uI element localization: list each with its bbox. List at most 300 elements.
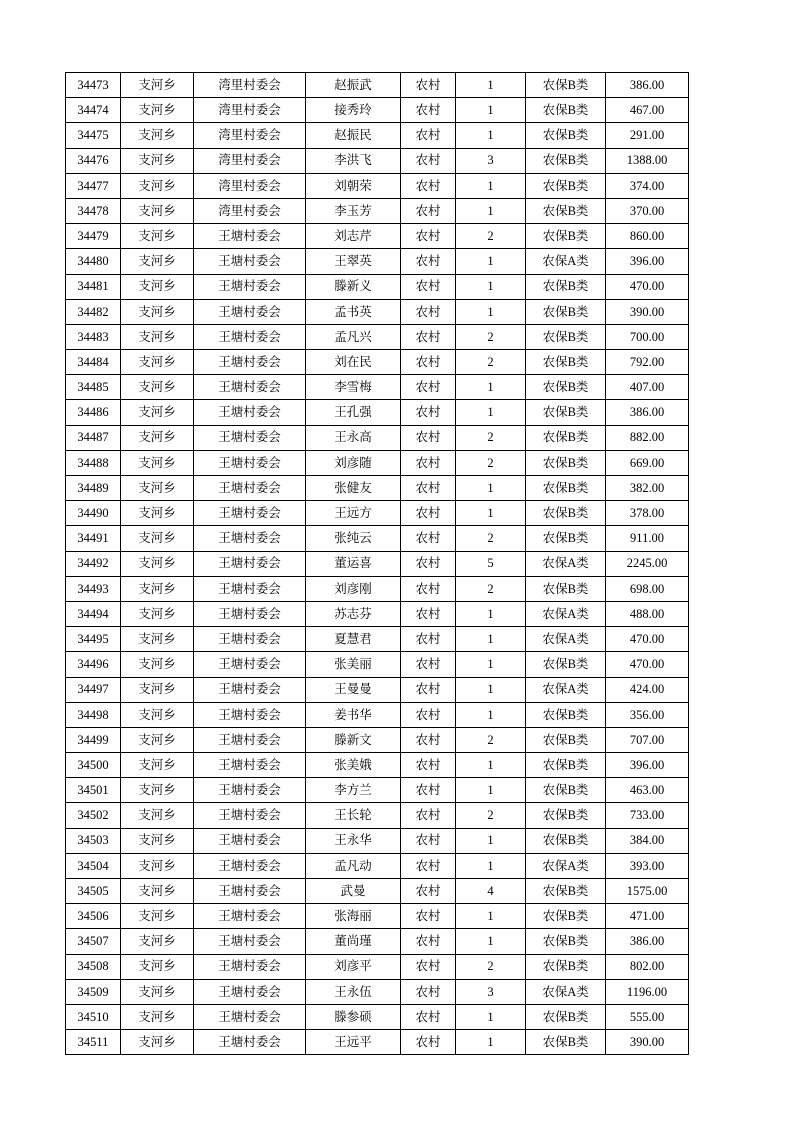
cell-township: 支河乡 (121, 299, 194, 324)
cell-person-count: 1 (456, 98, 526, 123)
cell-record-id: 34491 (66, 526, 121, 551)
cell-insurance-category: 农保B类 (526, 198, 606, 223)
cell-township: 支河乡 (121, 224, 194, 249)
cell-person-name: 赵振民 (306, 123, 401, 148)
cell-residence-type: 农村 (401, 274, 456, 299)
table-row (66, 73, 689, 98)
cell-residence-type: 农村 (401, 249, 456, 274)
cell-amount: 390.00 (606, 1030, 689, 1055)
cell-person-count: 1 (456, 652, 526, 677)
cell-person-name: 董尚瑾 (306, 929, 401, 954)
cell-township: 支河乡 (121, 526, 194, 551)
cell-record-id: 34478 (66, 198, 121, 223)
cell-person-count: 2 (456, 526, 526, 551)
cell-amount: 396.00 (606, 753, 689, 778)
table-row (66, 853, 689, 878)
table-row (66, 148, 689, 173)
cell-village-committee: 王塘村委会 (194, 929, 306, 954)
cell-person-count: 2 (456, 576, 526, 601)
cell-insurance-category: 农保B类 (526, 904, 606, 929)
cell-person-name: 张美丽 (306, 652, 401, 677)
cell-residence-type: 农村 (401, 954, 456, 979)
cell-record-id: 34504 (66, 853, 121, 878)
table-row (66, 123, 689, 148)
cell-person-name: 滕新义 (306, 274, 401, 299)
cell-township: 支河乡 (121, 249, 194, 274)
cell-amount: 384.00 (606, 828, 689, 853)
cell-residence-type: 农村 (401, 324, 456, 349)
cell-insurance-category: 农保B类 (526, 526, 606, 551)
cell-person-count: 1 (456, 677, 526, 702)
cell-person-count: 1 (456, 400, 526, 425)
cell-record-id: 34501 (66, 778, 121, 803)
cell-amount: 733.00 (606, 803, 689, 828)
cell-amount: 463.00 (606, 778, 689, 803)
cell-person-count: 1 (456, 73, 526, 98)
cell-insurance-category: 农保B类 (526, 375, 606, 400)
cell-residence-type: 农村 (401, 400, 456, 425)
cell-village-committee: 王塘村委会 (194, 1030, 306, 1055)
cell-person-count: 1 (456, 778, 526, 803)
cell-person-name: 李洪飞 (306, 148, 401, 173)
cell-village-committee: 王塘村委会 (194, 576, 306, 601)
cell-residence-type: 农村 (401, 753, 456, 778)
cell-person-count: 2 (456, 324, 526, 349)
cell-village-committee: 王塘村委会 (194, 601, 306, 626)
table-row (66, 929, 689, 954)
cell-village-committee: 王塘村委会 (194, 476, 306, 501)
cell-person-count: 1 (456, 249, 526, 274)
cell-amount: 370.00 (606, 198, 689, 223)
cell-residence-type: 农村 (401, 601, 456, 626)
cell-amount: 488.00 (606, 601, 689, 626)
cell-insurance-category: 农保B类 (526, 274, 606, 299)
cell-amount: 386.00 (606, 400, 689, 425)
table-row (66, 224, 689, 249)
cell-person-name: 刘彦随 (306, 450, 401, 475)
cell-record-id: 34502 (66, 803, 121, 828)
cell-residence-type: 农村 (401, 677, 456, 702)
cell-township: 支河乡 (121, 702, 194, 727)
cell-village-committee: 王塘村委会 (194, 249, 306, 274)
cell-residence-type: 农村 (401, 1004, 456, 1029)
cell-person-count: 1 (456, 627, 526, 652)
cell-record-id: 34476 (66, 148, 121, 173)
cell-person-name: 接秀玲 (306, 98, 401, 123)
cell-person-count: 1 (456, 476, 526, 501)
cell-record-id: 34494 (66, 601, 121, 626)
cell-insurance-category: 农保B类 (526, 476, 606, 501)
cell-residence-type: 农村 (401, 476, 456, 501)
cell-person-name: 姜书华 (306, 702, 401, 727)
cell-residence-type: 农村 (401, 929, 456, 954)
cell-residence-type: 农村 (401, 879, 456, 904)
table-row (66, 828, 689, 853)
cell-person-name: 刘彦刚 (306, 576, 401, 601)
table-row (66, 778, 689, 803)
table-row (66, 173, 689, 198)
cell-person-name: 刘彦平 (306, 954, 401, 979)
table-row (66, 476, 689, 501)
cell-village-committee: 王塘村委会 (194, 828, 306, 853)
payment-table (65, 72, 689, 1055)
cell-record-id: 34509 (66, 979, 121, 1004)
cell-record-id: 34479 (66, 224, 121, 249)
cell-village-committee: 王塘村委会 (194, 526, 306, 551)
cell-amount: 669.00 (606, 450, 689, 475)
cell-township: 支河乡 (121, 652, 194, 677)
cell-record-id: 34487 (66, 425, 121, 450)
cell-record-id: 34506 (66, 904, 121, 929)
cell-person-name: 孟书英 (306, 299, 401, 324)
cell-village-committee: 王塘村委会 (194, 1004, 306, 1029)
cell-village-committee: 王塘村委会 (194, 627, 306, 652)
cell-person-name: 王远平 (306, 1030, 401, 1055)
cell-village-committee: 王塘村委会 (194, 853, 306, 878)
cell-village-committee: 王塘村委会 (194, 274, 306, 299)
table-row (66, 324, 689, 349)
cell-amount: 424.00 (606, 677, 689, 702)
cell-amount: 382.00 (606, 476, 689, 501)
cell-record-id: 34505 (66, 879, 121, 904)
table-row (66, 375, 689, 400)
cell-person-name: 赵振武 (306, 73, 401, 98)
cell-person-name: 王长轮 (306, 803, 401, 828)
table-row (66, 879, 689, 904)
cell-person-count: 1 (456, 929, 526, 954)
cell-person-name: 王永华 (306, 828, 401, 853)
table-row (66, 904, 689, 929)
cell-village-committee: 湾里村委会 (194, 98, 306, 123)
cell-person-name: 夏慧君 (306, 627, 401, 652)
cell-person-name: 李玉芳 (306, 198, 401, 223)
cell-township: 支河乡 (121, 576, 194, 601)
cell-person-name: 刘在民 (306, 350, 401, 375)
cell-person-count: 5 (456, 551, 526, 576)
table-row (66, 627, 689, 652)
cell-township: 支河乡 (121, 324, 194, 349)
cell-person-count: 1 (456, 375, 526, 400)
table-row (66, 526, 689, 551)
cell-residence-type: 农村 (401, 350, 456, 375)
cell-amount: 882.00 (606, 425, 689, 450)
cell-insurance-category: 农保A类 (526, 249, 606, 274)
cell-person-count: 4 (456, 879, 526, 904)
cell-record-id: 34495 (66, 627, 121, 652)
table-row (66, 954, 689, 979)
cell-residence-type: 农村 (401, 1030, 456, 1055)
cell-insurance-category: 农保A类 (526, 551, 606, 576)
cell-village-committee: 王塘村委会 (194, 954, 306, 979)
cell-record-id: 34510 (66, 1004, 121, 1029)
cell-amount: 470.00 (606, 274, 689, 299)
table-row (66, 601, 689, 626)
cell-residence-type: 农村 (401, 904, 456, 929)
cell-residence-type: 农村 (401, 148, 456, 173)
cell-record-id: 34486 (66, 400, 121, 425)
cell-village-committee: 王塘村委会 (194, 324, 306, 349)
cell-amount: 386.00 (606, 929, 689, 954)
cell-record-id: 34485 (66, 375, 121, 400)
cell-insurance-category: 农保B类 (526, 727, 606, 752)
cell-record-id: 34503 (66, 828, 121, 853)
cell-insurance-category: 农保B类 (526, 954, 606, 979)
cell-township: 支河乡 (121, 551, 194, 576)
cell-township: 支河乡 (121, 828, 194, 853)
cell-township: 支河乡 (121, 375, 194, 400)
cell-residence-type: 农村 (401, 224, 456, 249)
cell-record-id: 34475 (66, 123, 121, 148)
cell-township: 支河乡 (121, 1004, 194, 1029)
cell-person-count: 1 (456, 1030, 526, 1055)
cell-insurance-category: 农保B类 (526, 324, 606, 349)
cell-insurance-category: 农保B类 (526, 73, 606, 98)
cell-township: 支河乡 (121, 350, 194, 375)
cell-residence-type: 农村 (401, 98, 456, 123)
cell-township: 支河乡 (121, 148, 194, 173)
cell-residence-type: 农村 (401, 828, 456, 853)
cell-township: 支河乡 (121, 476, 194, 501)
cell-record-id: 34490 (66, 501, 121, 526)
cell-person-name: 张美娥 (306, 753, 401, 778)
cell-record-id: 34484 (66, 350, 121, 375)
cell-insurance-category: 农保B类 (526, 879, 606, 904)
cell-village-committee: 王塘村委会 (194, 702, 306, 727)
cell-village-committee: 王塘村委会 (194, 778, 306, 803)
cell-person-name: 滕参硕 (306, 1004, 401, 1029)
cell-village-committee: 湾里村委会 (194, 123, 306, 148)
cell-person-name: 滕新文 (306, 727, 401, 752)
cell-person-name: 王永伍 (306, 979, 401, 1004)
cell-township: 支河乡 (121, 853, 194, 878)
cell-township: 支河乡 (121, 173, 194, 198)
table-row (66, 450, 689, 475)
cell-village-committee: 王塘村委会 (194, 652, 306, 677)
cell-insurance-category: 农保B类 (526, 400, 606, 425)
cell-amount: 860.00 (606, 224, 689, 249)
cell-amount: 802.00 (606, 954, 689, 979)
cell-amount: 792.00 (606, 350, 689, 375)
cell-person-name: 李方兰 (306, 778, 401, 803)
table-row (66, 501, 689, 526)
table-row (66, 727, 689, 752)
cell-township: 支河乡 (121, 627, 194, 652)
cell-village-committee: 王塘村委会 (194, 551, 306, 576)
cell-record-id: 34507 (66, 929, 121, 954)
cell-person-name: 刘志芹 (306, 224, 401, 249)
cell-amount: 356.00 (606, 702, 689, 727)
cell-amount: 291.00 (606, 123, 689, 148)
cell-township: 支河乡 (121, 778, 194, 803)
cell-person-count: 1 (456, 123, 526, 148)
cell-person-count: 1 (456, 173, 526, 198)
cell-township: 支河乡 (121, 274, 194, 299)
cell-village-committee: 王塘村委会 (194, 727, 306, 752)
cell-person-count: 1 (456, 853, 526, 878)
table-row (66, 350, 689, 375)
cell-township: 支河乡 (121, 753, 194, 778)
cell-insurance-category: 农保A类 (526, 627, 606, 652)
cell-person-name: 刘朝荣 (306, 173, 401, 198)
cell-amount: 1196.00 (606, 979, 689, 1004)
cell-insurance-category: 农保A类 (526, 677, 606, 702)
cell-person-name: 张海丽 (306, 904, 401, 929)
cell-insurance-category: 农保B类 (526, 425, 606, 450)
cell-person-name: 王孔强 (306, 400, 401, 425)
cell-township: 支河乡 (121, 73, 194, 98)
cell-insurance-category: 农保B类 (526, 702, 606, 727)
cell-township: 支河乡 (121, 501, 194, 526)
cell-insurance-category: 农保B类 (526, 1030, 606, 1055)
cell-amount: 470.00 (606, 652, 689, 677)
cell-person-count: 3 (456, 979, 526, 1004)
cell-amount: 1575.00 (606, 879, 689, 904)
cell-person-name: 王曼曼 (306, 677, 401, 702)
cell-person-name: 王远方 (306, 501, 401, 526)
cell-amount: 471.00 (606, 904, 689, 929)
cell-township: 支河乡 (121, 123, 194, 148)
cell-insurance-category: 农保B类 (526, 123, 606, 148)
cell-amount: 911.00 (606, 526, 689, 551)
cell-person-count: 1 (456, 702, 526, 727)
table-row (66, 274, 689, 299)
cell-amount: 407.00 (606, 375, 689, 400)
cell-township: 支河乡 (121, 198, 194, 223)
cell-township: 支河乡 (121, 1030, 194, 1055)
cell-record-id: 34496 (66, 652, 121, 677)
table-row (66, 249, 689, 274)
cell-amount: 700.00 (606, 324, 689, 349)
cell-person-name: 苏志芬 (306, 601, 401, 626)
cell-residence-type: 农村 (401, 198, 456, 223)
cell-insurance-category: 农保B类 (526, 828, 606, 853)
cell-residence-type: 农村 (401, 73, 456, 98)
cell-residence-type: 农村 (401, 526, 456, 551)
cell-amount: 1388.00 (606, 148, 689, 173)
cell-person-count: 1 (456, 198, 526, 223)
cell-residence-type: 农村 (401, 551, 456, 576)
cell-person-name: 孟凡兴 (306, 324, 401, 349)
cell-person-count: 2 (456, 350, 526, 375)
cell-residence-type: 农村 (401, 803, 456, 828)
cell-amount: 2245.00 (606, 551, 689, 576)
table-row (66, 652, 689, 677)
cell-township: 支河乡 (121, 677, 194, 702)
cell-residence-type: 农村 (401, 425, 456, 450)
cell-township: 支河乡 (121, 904, 194, 929)
cell-person-name: 张健友 (306, 476, 401, 501)
cell-village-committee: 王塘村委会 (194, 904, 306, 929)
cell-village-committee: 王塘村委会 (194, 501, 306, 526)
cell-residence-type: 农村 (401, 375, 456, 400)
cell-person-count: 1 (456, 828, 526, 853)
cell-amount: 390.00 (606, 299, 689, 324)
cell-person-name: 董运喜 (306, 551, 401, 576)
cell-record-id: 34482 (66, 299, 121, 324)
cell-village-committee: 湾里村委会 (194, 148, 306, 173)
cell-person-count: 2 (456, 727, 526, 752)
cell-residence-type: 农村 (401, 299, 456, 324)
cell-person-count: 2 (456, 450, 526, 475)
cell-township: 支河乡 (121, 727, 194, 752)
cell-person-name: 孟凡动 (306, 853, 401, 878)
cell-person-count: 1 (456, 299, 526, 324)
cell-person-name: 武曼 (306, 879, 401, 904)
table-body (66, 73, 689, 1055)
cell-amount: 698.00 (606, 576, 689, 601)
cell-record-id: 34481 (66, 274, 121, 299)
table-row (66, 1004, 689, 1029)
cell-record-id: 34480 (66, 249, 121, 274)
cell-amount: 555.00 (606, 1004, 689, 1029)
cell-insurance-category: 农保B类 (526, 173, 606, 198)
cell-township: 支河乡 (121, 450, 194, 475)
table-row (66, 299, 689, 324)
cell-record-id: 34483 (66, 324, 121, 349)
cell-village-committee: 湾里村委会 (194, 173, 306, 198)
cell-insurance-category: 农保B类 (526, 299, 606, 324)
cell-residence-type: 农村 (401, 979, 456, 1004)
cell-person-count: 2 (456, 954, 526, 979)
cell-record-id: 34499 (66, 727, 121, 752)
cell-insurance-category: 农保B类 (526, 350, 606, 375)
cell-record-id: 34492 (66, 551, 121, 576)
cell-record-id: 34493 (66, 576, 121, 601)
table-row (66, 551, 689, 576)
cell-insurance-category: 农保B类 (526, 450, 606, 475)
cell-insurance-category: 农保B类 (526, 753, 606, 778)
cell-village-committee: 王塘村委会 (194, 425, 306, 450)
cell-insurance-category: 农保B类 (526, 148, 606, 173)
cell-insurance-category: 农保B类 (526, 652, 606, 677)
cell-village-committee: 王塘村委会 (194, 803, 306, 828)
table-row (66, 1030, 689, 1055)
cell-village-committee: 王塘村委会 (194, 879, 306, 904)
cell-village-committee: 王塘村委会 (194, 400, 306, 425)
cell-insurance-category: 农保A类 (526, 601, 606, 626)
table-row (66, 198, 689, 223)
cell-person-count: 2 (456, 425, 526, 450)
cell-amount: 707.00 (606, 727, 689, 752)
cell-residence-type: 农村 (401, 778, 456, 803)
cell-township: 支河乡 (121, 425, 194, 450)
cell-township: 支河乡 (121, 929, 194, 954)
cell-township: 支河乡 (121, 879, 194, 904)
cell-record-id: 34488 (66, 450, 121, 475)
table-row (66, 979, 689, 1004)
cell-insurance-category: 农保B类 (526, 778, 606, 803)
cell-insurance-category: 农保B类 (526, 501, 606, 526)
cell-person-count: 2 (456, 803, 526, 828)
cell-insurance-category: 农保A类 (526, 979, 606, 1004)
table-row (66, 753, 689, 778)
cell-record-id: 34498 (66, 702, 121, 727)
cell-amount: 396.00 (606, 249, 689, 274)
cell-person-name: 王永高 (306, 425, 401, 450)
cell-record-id: 34497 (66, 677, 121, 702)
table-row (66, 702, 689, 727)
cell-insurance-category: 农保B类 (526, 803, 606, 828)
cell-amount: 467.00 (606, 98, 689, 123)
cell-person-count: 1 (456, 501, 526, 526)
cell-township: 支河乡 (121, 400, 194, 425)
cell-amount: 470.00 (606, 627, 689, 652)
cell-village-committee: 王塘村委会 (194, 350, 306, 375)
cell-village-committee: 王塘村委会 (194, 299, 306, 324)
cell-township: 支河乡 (121, 979, 194, 1004)
cell-residence-type: 农村 (401, 576, 456, 601)
cell-amount: 378.00 (606, 501, 689, 526)
